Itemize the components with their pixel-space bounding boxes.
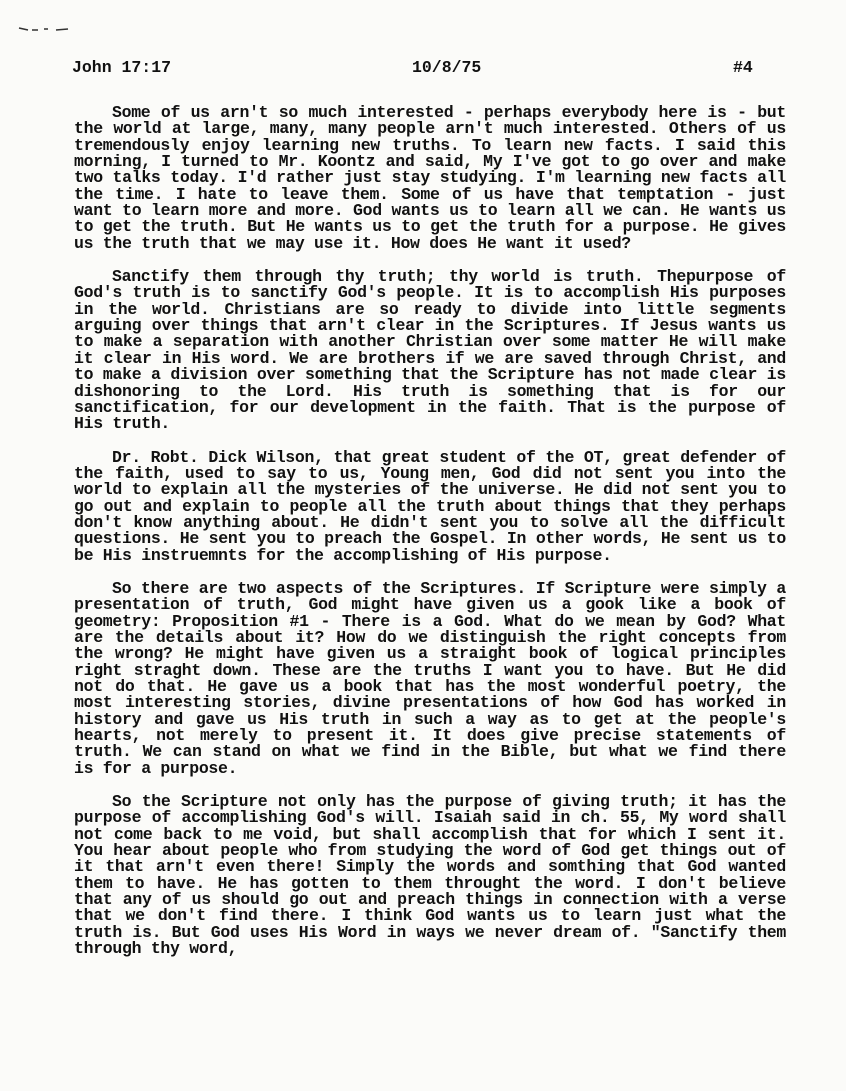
sermon-body bbox=[74, 105, 786, 975]
paragraph-4: So there are two aspects of the Scriptures. If Scripture were simply a presentation of truth, God might have given us a gook like a book of geometry: Proposition #1 - There is a God. What do we mean by God? What are the details about it? How do we distinguish the right concepts from the wrong? He might have given us a straight book of logical principles right straght down. These are the truths I want you to have. But He did not do that. He gave us a book that has the most wonderful poetry, the most interesting stories, divine presentations of how God has worked in history and gave us His truth in such a way as to get at the people's hearts, not merely to present it. It does give precise statements of truth. We can stand on what we find in the Bible, but what we find there is for a purpose. bbox=[74, 578, 786, 778]
sermon-date: 10/8/75 bbox=[412, 58, 482, 77]
paragraph-5: So the Scripture not only has the purpose of giving truth; it has the purpose of accomplishing God's will. Isaiah said in ch. 55, My word shall not come back to me void, but shall accomplish that for which I sent it. You hear about people who from studying the word of God get things out of it that arn't even there! Simply the words and somthing that God wanted them to have. He has gotten to them throught the word. I don't believe that any of us should go out and preach things in connection with a verse that we don't find there. I think God wants us to learn just what the truth is. But God uses His Word in ways we never dream of. "Sanctify them through thy word, bbox=[74, 792, 786, 959]
scripture-reference: John 17:17 bbox=[72, 58, 172, 77]
page-header bbox=[0, 56, 846, 80]
paragraph-1: Some of us arn't so much interested - perhaps everybody here is - but the world at large, many, many people arn't much interested. Others of us tremendously enjoy learning new truths. To learn new facts. I said this morning, I turned to Mr. Koontz and said, My I've got to go over and make two talks today. I'd rather just stay studying. I'm learning new facts all the time. I hate to leave them. Some of us have that temptation - just want to learn more and more. God wants us to learn all we can. He wants us to get the truth. But He wants us to get the truth for a purpose. He gives us the truth that we may use it. How does He want it used? bbox=[74, 103, 786, 253]
page-number: #4 bbox=[733, 58, 753, 77]
paragraph-3: Dr. Robt. Dick Wilson, that great student of the OT, great defender of the faith, used to say to us, Young men, God did not sent you into the world to explain all the mysteries of the universe. He did not sent you to go out and explain to people all the truth about things that they perhaps don't know anything about. He didn't sent you to solve all the difficult questions. He sent you to preach the Gospel. In other words, He sent us to be His instruemnts for the accomplishing of His purpose. bbox=[74, 447, 786, 565]
paragraph-2: Sanctify them through thy truth; thy world is truth. Thepurpose of God's truth is to sanctify God's people. It is to accomplish His purposes in the world. Christians are so ready to divide into little segments arguing over things that arn't clear in the Scriptures. If Jesus wants us to make a separation with another Christian over some matter He will make it clear in His word. We are brothers if we are saved through Christ, and to make a division over something that the Scripture has not made clear is dishonoring to the Lord. His truth is something that is for our sanctification, for our development in the faith. That is the purpose of His truth. bbox=[74, 267, 786, 434]
scan-artifact-mark bbox=[18, 26, 70, 32]
